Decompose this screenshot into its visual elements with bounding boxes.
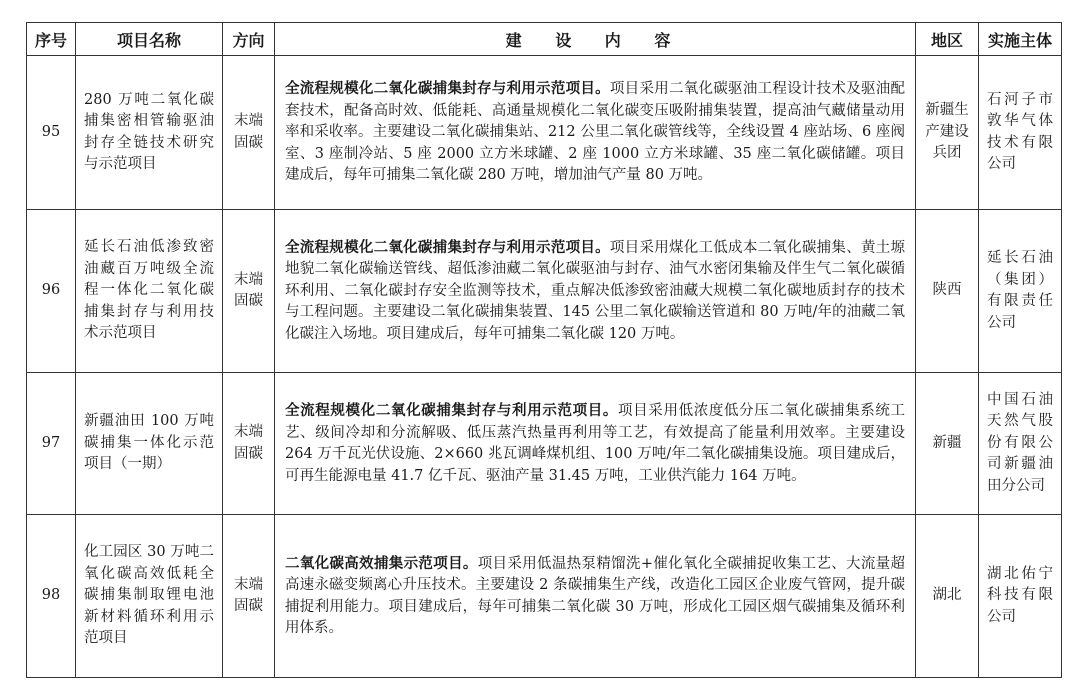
table-row (27, 373, 1062, 515)
row-content-body: 项目采用二氧化碳驱油工程设计技术及驱油配套技术，配备高时效、低能耗、高通量规模化二氧化碳变压吸附捕集装置，提高油气藏储量动用率和采收率。主要建设二氧化碳捕集站、212 公里二氧化碳管线等，全线设置 4 座站场、6 座阀室、3 座制冷站、5 座 2000 立方米球罐、2 座 1000 立方米球罐、35 座二氧化碳储罐。项目建成后，每年可捕集二氧化碳 280 万吨，增加油气产量 80 万吨。 (285, 81, 906, 184)
row-content (275, 56, 916, 210)
row-region: 陕西 (916, 210, 979, 373)
header-direction: 方向 (223, 23, 275, 56)
project-table-container (26, 22, 1061, 678)
header-content: 建 设 内 容 (275, 23, 916, 56)
row-content (275, 515, 916, 678)
row-direction: 末端固碳 (223, 210, 275, 373)
row-entity: 石河子市敦华气体技术有限公司 (979, 56, 1062, 210)
row-project-name: 延长石油低渗致密油藏百万吨级全流程一体化二氧化碳捕集封存与利用技术示范项目 (76, 210, 223, 373)
row-content-body: 项目采用煤化工低成本二氧化碳捕集、黄土塬地貌二氧化碳输送管线、超低渗油藏二氧化碳驱油与封存、油气水密闭集输及伴生气二氧化碳循环利用、二氧化碳封存安全监测等技术，重点解决低渗致密油藏大规模二氧化碳地质封存的技术与工程问题。主要建设二氧化碳捕集装置、145 公里二氧化碳输送管道和 80 万吨/年的油藏二氧化碳注入场地。项目建成后，每年可捕集二氧化碳 120 万吨。 (285, 239, 906, 342)
header-entity: 实施主体 (979, 23, 1062, 56)
row-entity: 湖北佑宁科技有限公司 (979, 515, 1062, 678)
row-content-lead: 全流程规模化二氧化碳捕集封存与利用示范项目。 (285, 238, 610, 256)
table-row (27, 210, 1062, 373)
row-direction: 末端固碳 (223, 515, 275, 678)
row-seq: 95 (27, 56, 76, 210)
row-seq: 96 (27, 210, 76, 373)
row-content-lead: 全流程规模化二氧化碳捕集封存与利用示范项目。 (285, 80, 610, 98)
row-seq: 98 (27, 515, 76, 678)
row-entity: 中国石油天然气股份有限公司新疆油田分公司 (979, 373, 1062, 515)
table-row (27, 56, 1062, 210)
header-region: 地区 (916, 23, 979, 56)
row-region: 湖北 (916, 515, 979, 678)
row-direction: 末端固碳 (223, 373, 275, 515)
row-content-body: 项目采用低浓度低分压二氧化碳捕集系统工艺、级间冷却和分流解吸、低压蒸汽热量再利用等工艺，有效提高了能量利用效率。主要建设 264 万千瓦光伏设施、2×660 兆瓦调峰煤机组、100 万吨/年二氧化碳捕集设施。项目建成后，可再生能源电量 41.7 亿千瓦、驱油产量 31.45 万吨，工业供汽能力 164 万吨。 (285, 403, 906, 484)
row-direction: 末端固碳 (223, 56, 275, 210)
row-project-name: 新疆油田 100 万吨碳捕集一体化示范项目（一期） (76, 373, 223, 515)
row-content-body: 项目采用低温热泵精馏洗+催化氧化全碳捕捉收集工艺、大流量超高速永磁变频离心升压技术。主要建设 2 条碳捕集生产线，改造化工园区企业废气管网，提升碳捕捉利用能力。项目建成后，每年可捕集二氧化碳 30 万吨，形成化工园区烟气碳捕集及循环利用体系。 (285, 555, 905, 636)
row-region: 新疆生产建设兵团 (916, 56, 979, 210)
row-seq: 97 (27, 373, 76, 515)
row-project-name: 280 万吨二氧化碳捕集密相管输驱油封存全链技术研究与示范项目 (76, 56, 223, 210)
row-content-lead: 二氧化碳高效捕集示范项目。 (285, 554, 478, 572)
row-entity: 延长石油（集团）有限责任公司 (979, 210, 1062, 373)
header-name: 项目名称 (76, 23, 223, 56)
header-row (27, 23, 1062, 56)
row-project-name: 化工园区 30 万吨二氧化碳高效低耗全碳捕集制取锂电池新材料循环利用示范项目 (76, 515, 223, 678)
table-row (27, 515, 1062, 678)
project-table (26, 22, 1062, 678)
row-content-lead: 全流程规模化二氧化碳捕集封存与利用示范项目。 (285, 402, 619, 419)
header-seq: 序号 (27, 23, 76, 56)
row-content (275, 373, 916, 515)
row-content (275, 210, 916, 373)
row-region: 新疆 (916, 373, 979, 515)
